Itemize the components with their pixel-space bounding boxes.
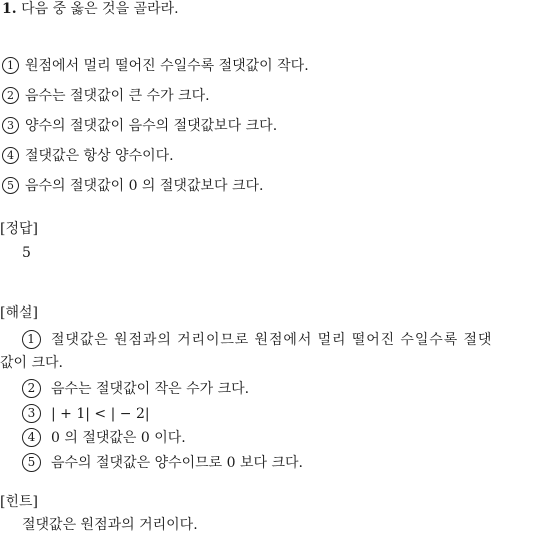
choice-1-text: 원점에서 멀리 떨어진 수일수록 절댓값이 작다. <box>25 58 309 74</box>
explanation-item-2 <box>22 379 249 398</box>
answer-label: [정답] <box>0 221 38 237</box>
question-number: 1. <box>2 1 17 17</box>
choice-4-text: 절댓값은 항상 양수이다. <box>25 148 174 164</box>
explanation-4-text: 0 의 절댓값은 0 이다. <box>51 430 186 446</box>
choice-5 <box>2 177 263 195</box>
explanation-1-number: 1 <box>22 330 41 349</box>
choice-3-number: 3 <box>2 117 19 134</box>
explanation-label: [해설] <box>0 305 38 321</box>
explanation-3-text: | + 1| < | − 2| <box>51 406 150 422</box>
choice-1 <box>2 57 309 75</box>
choice-5-text: 음수의 절댓값이 0 의 절댓값보다 크다. <box>25 178 264 194</box>
explanation-item-1 <box>22 330 492 349</box>
choice-4 <box>2 147 174 165</box>
question-text: 다음 중 옳은 것을 골라라. <box>21 1 179 17</box>
explanation-item-5 <box>22 453 303 472</box>
explanation-5-text: 음수의 절댓값은 양수이므로 0 보다 크다. <box>51 455 303 471</box>
choice-5-number: 5 <box>2 177 19 194</box>
explanation-1-text: 절댓값은 원점과의 거리이므로 원점에서 멀리 떨어진 수일수록 절댓 <box>51 332 493 348</box>
explanation-4-number: 4 <box>22 428 41 447</box>
choice-3 <box>2 117 277 135</box>
hint-text: 절댓값은 원점과의 거리이다. <box>22 517 198 533</box>
question-line <box>2 0 179 18</box>
explanation-5-number: 5 <box>22 453 41 472</box>
explanation-item-3 <box>22 404 150 423</box>
choice-2-text: 음수는 절댓값이 큰 수가 크다. <box>25 88 210 104</box>
choice-1-number: 1 <box>2 57 19 74</box>
hint-label: [힌트] <box>0 494 38 510</box>
explanation-3-number: 3 <box>22 404 41 423</box>
answer-value: 5 <box>22 245 31 261</box>
choice-2 <box>2 87 210 105</box>
explanation-2-number: 2 <box>22 379 41 398</box>
choice-4-number: 4 <box>2 147 19 164</box>
explanation-item-4 <box>22 428 186 447</box>
explanation-item-1-cont: 값이 크다. <box>0 355 63 371</box>
explanation-2-text: 음수는 절댓값이 작은 수가 크다. <box>51 381 250 397</box>
choice-3-text: 양수의 절댓값이 음수의 절댓값보다 크다. <box>25 118 278 134</box>
choice-2-number: 2 <box>2 87 19 104</box>
